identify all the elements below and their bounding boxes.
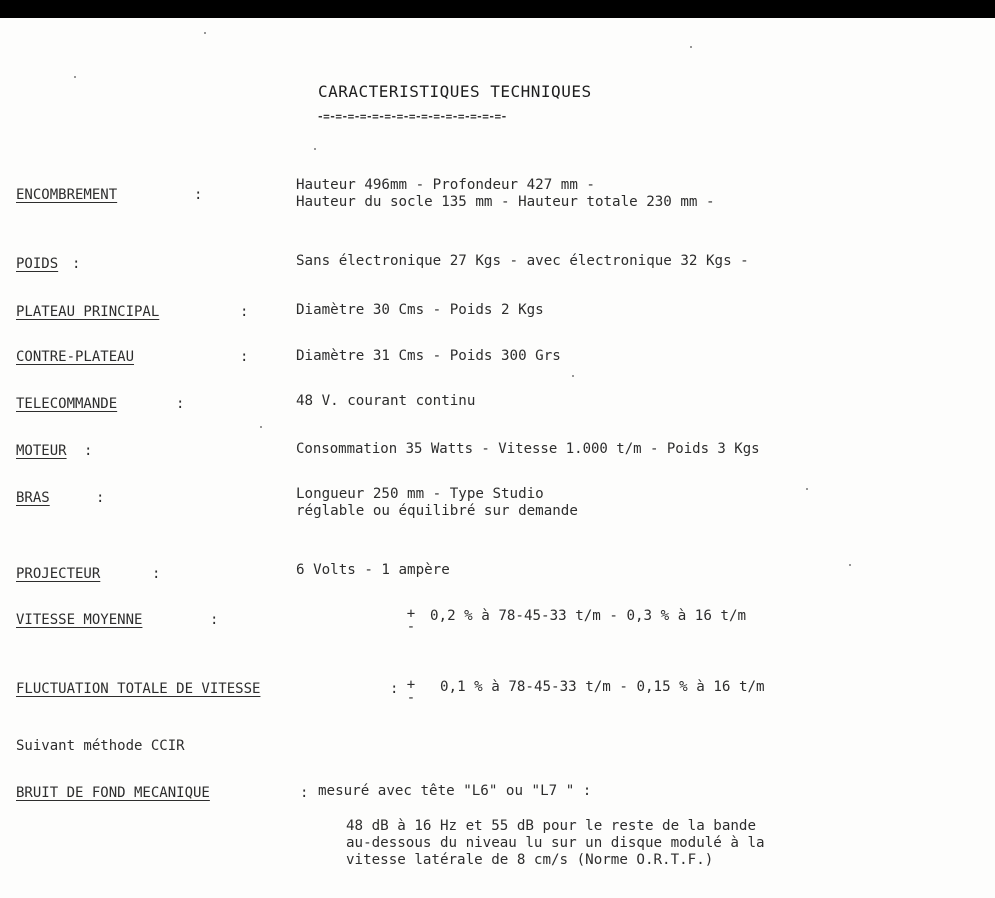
value-bruit-line-1: 48 dB à 16 Hz et 55 dB pour le reste de la bande: [346, 818, 756, 834]
label-vitesse-moyenne: VITESSE MOYENNE: [16, 612, 143, 628]
plus-minus-sign: + -: [406, 677, 416, 706]
scan-speck: [260, 426, 262, 428]
scan-speck: [204, 32, 206, 34]
separator: :: [300, 785, 309, 801]
label-projecteur: PROJECTEUR: [16, 566, 101, 582]
separator: :: [72, 256, 81, 272]
separator: :: [390, 681, 399, 697]
label-encombrement: ENCOMBREMENT: [16, 187, 118, 203]
scan-speck: [572, 375, 574, 377]
scan-top-border: [0, 0, 995, 18]
separator: :: [210, 612, 219, 628]
separator: :: [240, 304, 249, 320]
value-fluctuation-totale: 0,1 % à 78-45-33 t/m - 0,15 % à 16 t/m: [440, 679, 765, 695]
label-poids: POIDS: [16, 256, 59, 272]
value-poids: Sans électronique 27 Kgs - avec électronique 32 Kgs -: [296, 253, 749, 269]
label-contre-plateau: CONTRE-PLATEAU: [16, 349, 135, 365]
document-title: CARACTERISTIQUES TECHNIQUES: [318, 82, 592, 101]
separator: :: [176, 396, 185, 412]
value-moteur: Consommation 35 Watts - Vitesse 1.000 t/m - Poids 3 Kgs: [296, 441, 760, 457]
value-bruit-line-2: au-dessous du niveau lu sur un disque modulé à la: [346, 835, 765, 851]
separator: :: [240, 349, 249, 365]
value-bruit-line-3: vitesse latérale de 8 cm/s (Norme O.R.T.F.): [346, 852, 714, 868]
method-note: Suivant méthode CCIR: [16, 738, 185, 754]
value-bruit-intro: mesuré avec tête "L6" ou "L7 " :: [318, 783, 592, 799]
value-encombrement-line-1: Hauteur 496mm - Profondeur 427 mm -: [296, 177, 595, 193]
scan-speck: [314, 148, 316, 150]
value-projecteur: 6 Volts - 1 ampère: [296, 562, 450, 578]
label-fluctuation-totale: FLUCTUATION TOTALE DE VITESSE: [16, 681, 261, 697]
scan-speck: [806, 488, 808, 490]
title-underline-rule: -=-=-=-=-=-=-=-=-=-=-=-=-=-=-=-: [317, 110, 507, 123]
value-bras-line-2: réglable ou équilibré sur demande: [296, 503, 578, 519]
scan-speck: [74, 76, 76, 78]
label-moteur: MOTEUR: [16, 443, 67, 459]
value-vitesse-moyenne: 0,2 % à 78-45-33 t/m - 0,3 % à 16 t/m: [430, 608, 747, 624]
value-contre-plateau: Diamètre 31 Cms - Poids 300 Grs: [296, 348, 561, 364]
separator: :: [84, 443, 93, 459]
label-bruit-de-fond: BRUIT DE FOND MECANIQUE: [16, 785, 210, 801]
scan-speck: [690, 46, 692, 48]
separator: :: [96, 490, 105, 506]
label-plateau-principal: PLATEAU PRINCIPAL: [16, 304, 160, 320]
document-page: [0, 18, 995, 898]
separator: :: [152, 566, 161, 582]
value-telecommande: 48 V. courant continu: [296, 393, 476, 409]
label-bras: BRAS: [16, 490, 50, 506]
plus-minus-sign: + -: [406, 606, 416, 635]
label-telecommande: TELECOMMANDE: [16, 396, 118, 412]
value-bras-line-1: Longueur 250 mm - Type Studio: [296, 486, 544, 502]
separator: :: [194, 187, 203, 203]
value-plateau-principal: Diamètre 30 Cms - Poids 2 Kgs: [296, 302, 544, 318]
value-encombrement-line-2: Hauteur du socle 135 mm - Hauteur totale 230 mm -: [296, 194, 715, 210]
scan-speck: [849, 564, 851, 566]
